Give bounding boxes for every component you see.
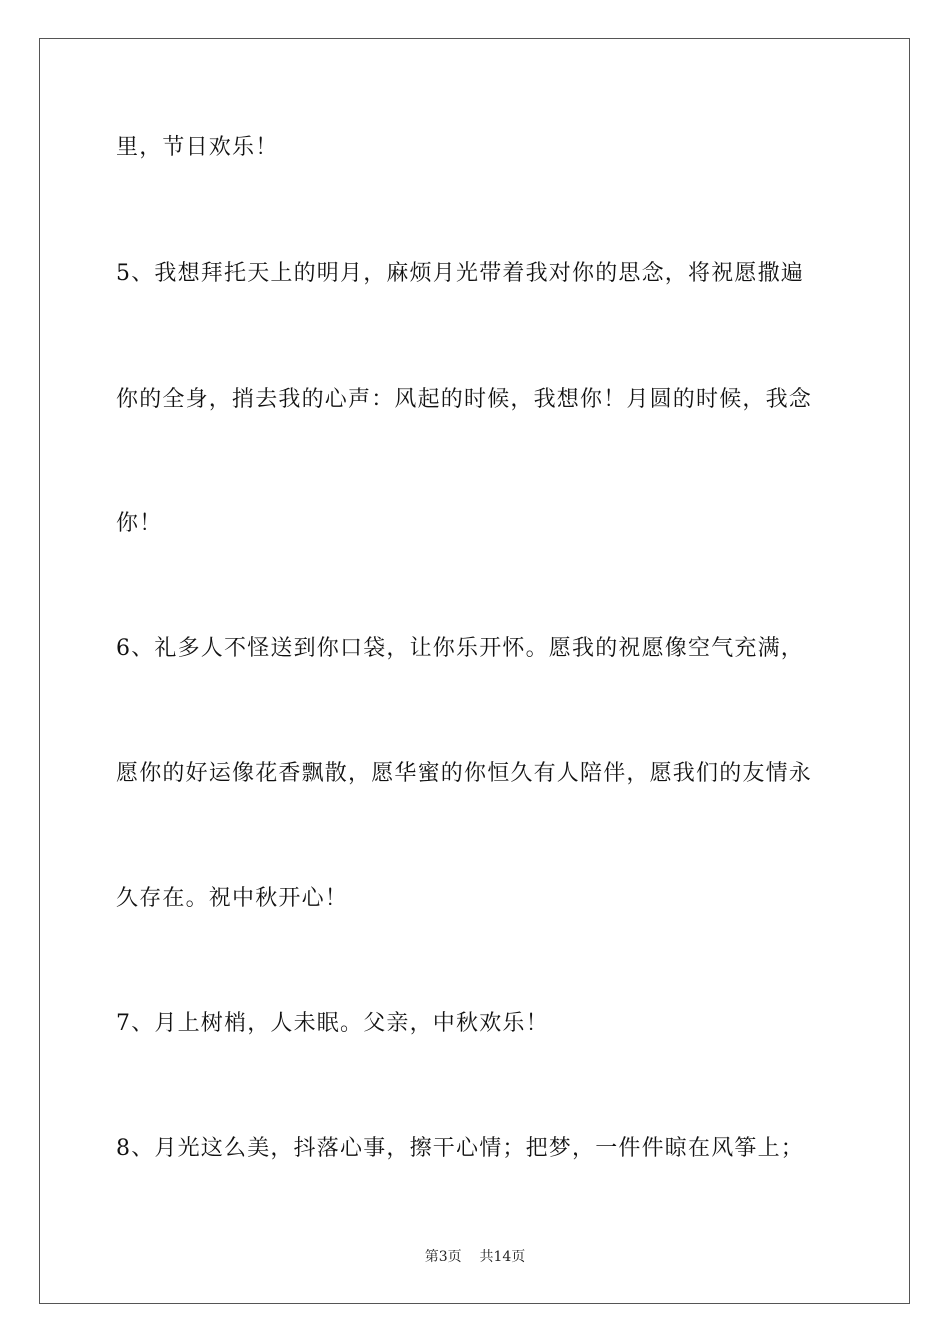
page-footer (0, 1248, 950, 1266)
text-line-1: 里，节日欢乐！ (116, 135, 279, 160)
text-line-2: 5、我想拜托天上的明月，麻烦月光带着我对你的思念，将祝愿撒遍 (116, 261, 804, 286)
text-line-4: 你！ (116, 511, 163, 536)
current-page-number: 第3页 (424, 1249, 462, 1265)
text-line-3: 你的全身，捎去我的心声：风起的时候，我想你！月圆的时候，我念 (116, 387, 813, 412)
text-line-8: 7、月上树梢，人未眠。父亲，中秋欢乐！ (116, 1011, 549, 1036)
text-line-5: 6、礼多人不怪送到你口袋，让你乐开怀。愿我的祝愿像空气充满， (116, 636, 804, 661)
text-line-6: 愿你的好运像花香飘散，愿华蜜的你恒久有人陪伴，愿我们的友情永 (116, 761, 813, 786)
page-frame (39, 38, 910, 1304)
total-pages: 共14页 (479, 1249, 526, 1265)
text-line-9: 8、月光这么美，抖落心事，擦干心情；把梦，一件件晾在风筝上； (116, 1136, 804, 1161)
text-line-7: 久存在。祝中秋开心！ (116, 886, 349, 911)
